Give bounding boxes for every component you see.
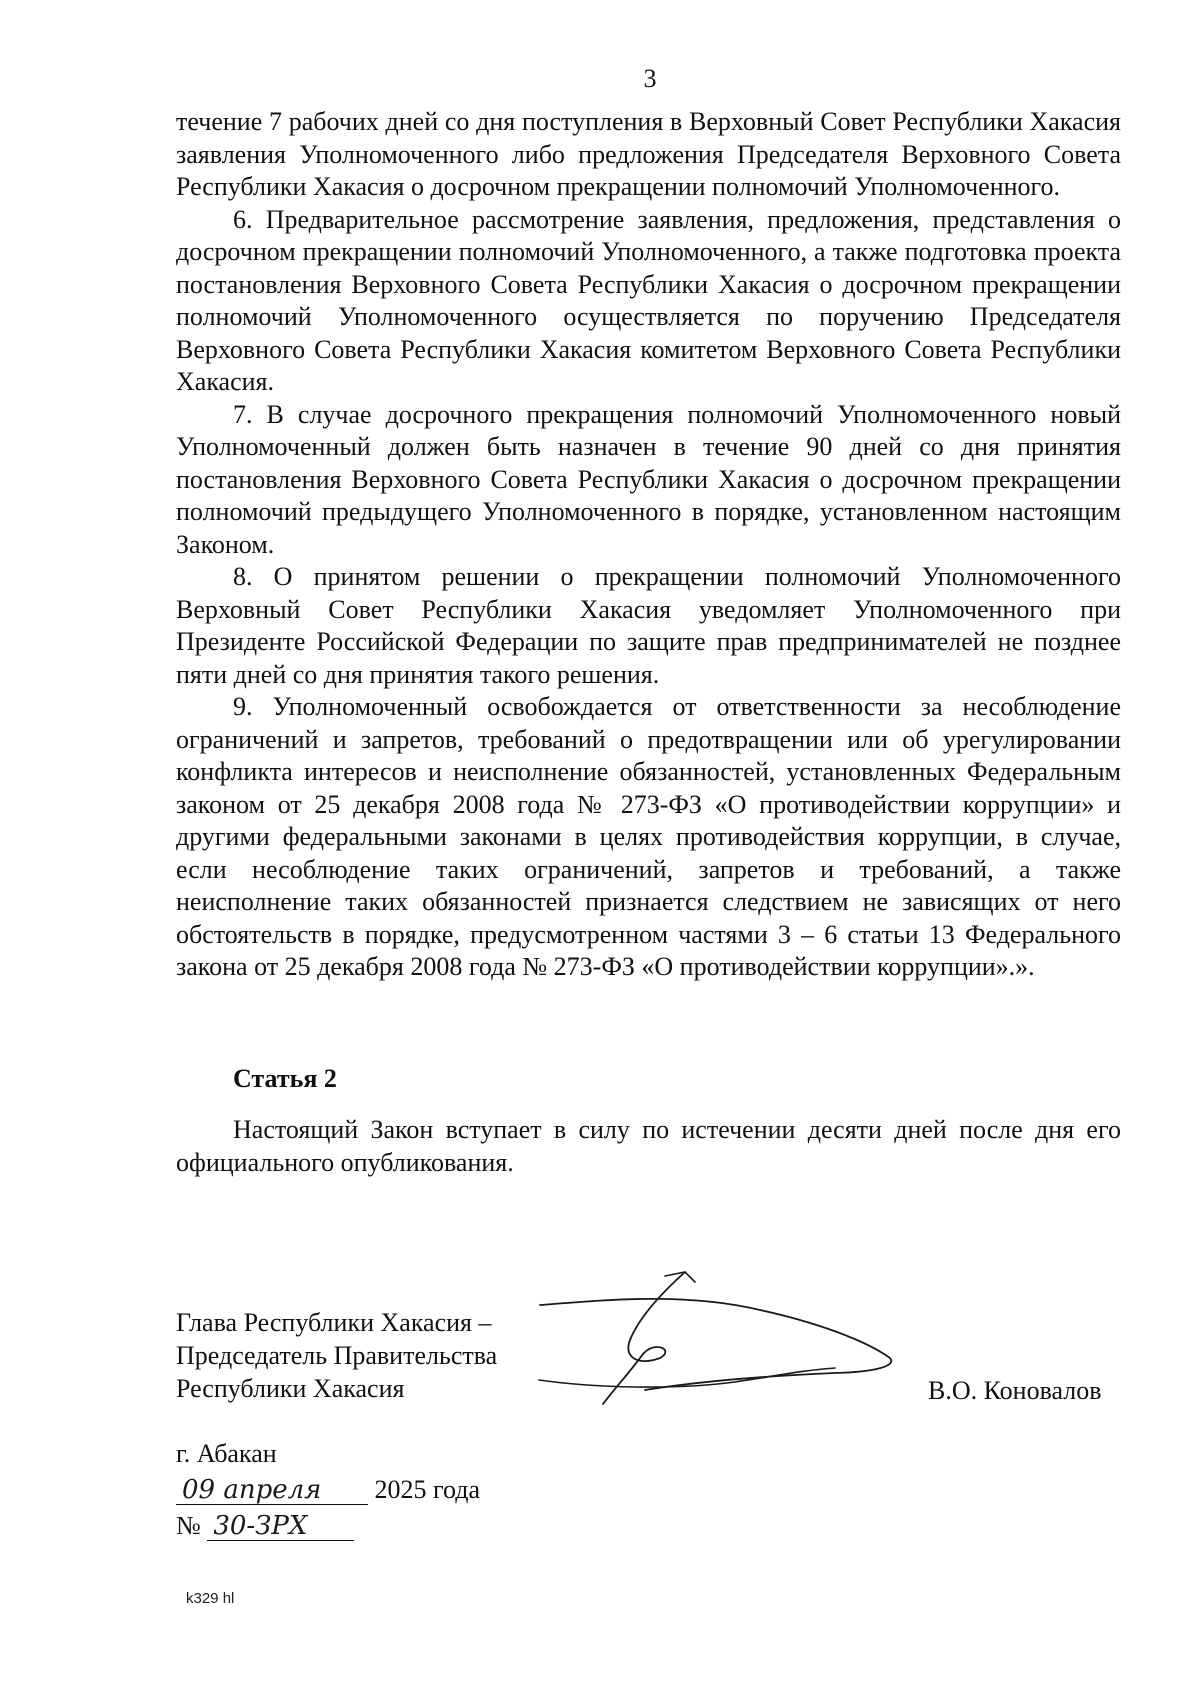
handwritten-law-number: 30-ЗРХ — [207, 1512, 354, 1541]
city: г. Абакан — [176, 1439, 277, 1468]
handwritten-date: 09 апреля — [176, 1476, 368, 1505]
signatory-name: В.О. Коновалов — [928, 1376, 1102, 1405]
law-body-text — [176, 106, 1121, 984]
page-number: 3 — [643, 64, 657, 93]
paragraph-6: 6. Предварительное рассмотрение заявления, предложения, представления о досрочном прекращении полномочий Уполномоченного, а также подготовка проекта постановления Верховного Совета Республики Хакасия о досрочном прекращении полномочий Уполномоченного осуществляется по поручению Председателя Верховного Совета Республики Хакасия комитетом Верховного Совета Республики Хакасия. — [176, 204, 1121, 396]
paragraph-continuation: течение 7 рабочих дней со дня поступления в Верховный Совет Республики Хакасия заявления Уполномоченного либо предложения Председателя Верховного Совета Республики Хакасия о досрочном прекращении полномочий Уполномоченного. — [176, 107, 1121, 201]
place-date-block — [176, 1436, 480, 1544]
article-2-text: Настоящий Закон вступает в силу по истечении десяти дней после дня его официального опубликования. — [176, 1115, 1121, 1177]
year-text: 2025 года — [374, 1475, 481, 1504]
date-line — [176, 1472, 480, 1508]
document-code: k329 hl — [186, 1590, 235, 1607]
position-line-2: Председатель Правительства — [176, 1341, 498, 1370]
signatory-position — [176, 1306, 497, 1405]
number-prefix: № — [176, 1511, 201, 1540]
paragraph-8: 8. О принятом решении о прекращении полномочий Уполномоченного Верховный Совет Республики Хакасия уведомляет Уполномоченного при Президенте Российской Федерации по защите прав предпринимателей не позднее пяти дней со дня принятия такого решения. — [176, 562, 1121, 689]
position-line-1: Глава Республики Хакасия – — [176, 1308, 492, 1337]
paragraph-7: 7. В случае досрочного прекращения полномочий Уполномоченного новый Уполномоченный должен быть назначен в течение 90 дней со дня принятия постановления Верховного Совета Республики Хакасия о досрочном прекращении полномочий предыдущего Уполномоченного в порядке, установленном настоящим Законом. — [176, 399, 1121, 559]
position-line-3: Республики Хакасия — [176, 1374, 405, 1403]
article-2-heading: Статья 2 — [233, 1064, 337, 1093]
paragraph-9: 9. Уполномоченный освобождается от ответственности за несоблюдение ограничений и запретов, требований о предотвращении или об урегулировании конфликта интересов и неисполнение обязанностей, установленных Федеральным законом от 25 декабря 2008 года № 273-ФЗ «О противодействии коррупции» и другими федеральными законами в целях противодействия коррупции, в случае, если несоблюдение таких ограничений, запретов и требований, а также неисполнение таких обязанностей признается следствием не зависящих от него обстоятельств в порядке, предусмотренном частями 3 – 6 статьи 13 Федерального закона от 25 декабря 2008 года № 273-ФЗ «О противодействии коррупции».». — [176, 692, 1121, 981]
handwritten-signature — [535, 1270, 910, 1410]
number-line — [176, 1508, 480, 1544]
